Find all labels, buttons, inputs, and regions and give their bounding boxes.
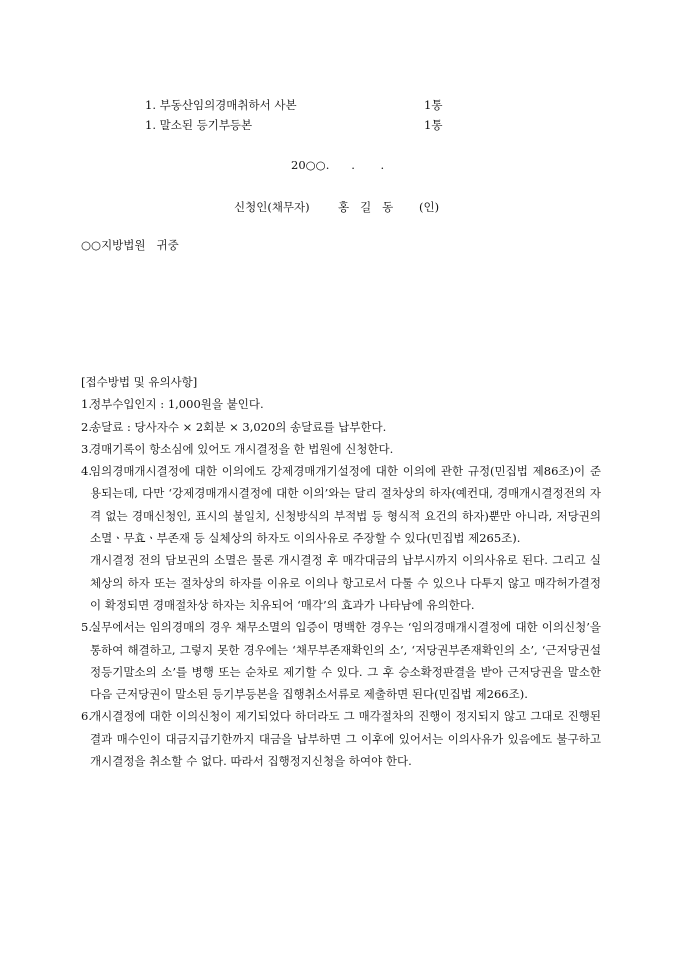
note-text-block xyxy=(90,460,601,616)
note-item xyxy=(81,416,601,438)
note-item xyxy=(81,616,601,705)
note-item xyxy=(81,438,601,460)
note-number: 6. xyxy=(81,709,92,724)
note-item xyxy=(81,460,601,616)
applicant-seal: (인) xyxy=(419,200,440,214)
attachment-quantity: 1통 xyxy=(424,98,443,112)
note-text-continued: 개시결정 전의 담보권의 소멸은 물론 개시결정 후 매각대금의 납부시까지 이의사유로 된다. 그리고 실체상의 하자 또는 절차상의 하자를 이유로 이의나 항고로서 다툴 수 있으나 다투지 않고 매각허가결정이 확정되면 경매절차상 하자는 치유되어 ‘매각’의 효과가 나타남에 유의한다. xyxy=(90,553,601,612)
document-date: 20○○. . . xyxy=(291,158,385,172)
filing-notes xyxy=(81,371,601,772)
attachment-label: 1. 부동산임의경매취하서 사본 xyxy=(145,98,297,112)
attachment-label: 1. 말소된 등기부등본 xyxy=(145,118,253,132)
note-number: 4. xyxy=(81,464,92,479)
note-item xyxy=(81,393,601,415)
court-addressee: ○○지방법원 귀중 xyxy=(81,238,179,252)
note-text: 개시결정에 대한 이의신청이 제기되었다 하더라도 그 매각절차의 진행이 정지되지 않고 그대로 진행된 결과 매수인이 대금지급기한까지 대금을 납부하면 그 이후에 있어서는 이의사유가 있음에도 불구하고 개시결정을 취소할 수 없다. 따라서 집행정지신청을 하여야 한다. xyxy=(90,709,601,769)
note-number: 2. xyxy=(81,419,92,434)
note-text: 경매기록이 항소심에 있어도 개시결정을 한 법원에 신청한다. xyxy=(90,441,394,456)
note-number: 1. xyxy=(81,397,92,412)
note-number: 3. xyxy=(81,441,92,456)
note-text: 실무에서는 임의경매의 경우 채무소멸의 입증이 명백한 경우는 ‘임의경매개시결정에 대한 이의신청’을 통하여 해결하고, 그렇지 못한 경우에는 ‘채무부존재확인의 소’, ‘저당권부존재확인의 소’, ‘근저당권설정등기말소의 소’를 병행 또는 순차로 제기할 수 있다. 그 후 승소확정판결을 받아 근저당권을 말소한 다음 근저당권이 말소된 등기부등본을 집행취소서류로 제출하면 된다(민집법 제266조). xyxy=(90,620,601,702)
notes-title: [접수방법 및 유의사항] xyxy=(81,375,198,389)
note-number: 5. xyxy=(81,620,92,635)
applicant-label: 신청인(채무자) xyxy=(234,200,310,214)
note-item xyxy=(81,705,601,772)
attachment-quantity: 1통 xyxy=(424,118,443,132)
note-text: 송달료 : 당사자수 × 2회분 × 3,020의 송달료를 납부한다. xyxy=(90,419,387,434)
note-text: 정부수입인지 : 1,000원을 붙인다. xyxy=(90,397,264,412)
applicant-name: 홍 길 동 xyxy=(338,200,394,214)
note-text: 임의경매개시결정에 대한 이의에도 강제경매개기설정에 대한 이의에 관한 규정(민집법 제86조)이 준용되는데, 다만 ‘강제경매개시결정에 대한 이의’와는 달리 절차상의 하자(예컨대, 경매개시결정전의 자격 없는 경매신청인, 표시의 불일치, 신청방식의 부적법 등 형식적 요건의 하자)뿐만 아니라, 저당권의 소멸ㆍ무효ㆍ부존재 등 실체상의 하자도 이의사유로 주장할 수 있다(민집법 제265조). xyxy=(90,464,601,546)
